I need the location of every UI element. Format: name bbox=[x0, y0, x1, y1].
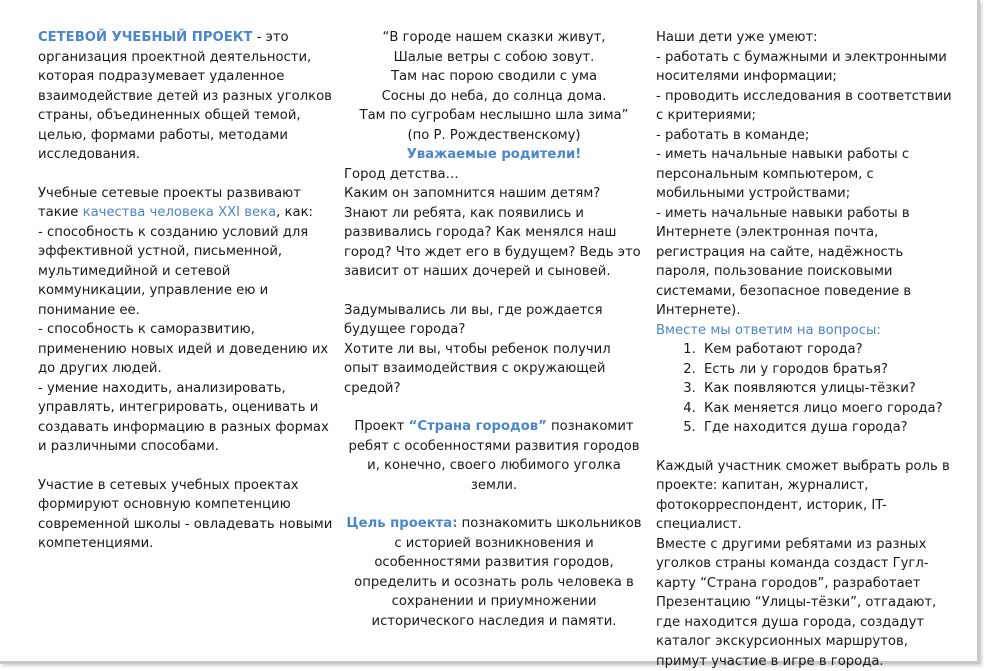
poem-attribution: (по Р. Рождественскому) bbox=[344, 126, 644, 146]
city-childhood: Город детства… bbox=[344, 165, 644, 185]
list-item: - иметь начальные навыки работы с персональным компьютером, с мобильными устройствами; bbox=[656, 145, 956, 204]
project-paragraph bbox=[344, 417, 644, 495]
list-item: 5. Где находится душа города? bbox=[700, 418, 956, 438]
list-item: - проводить исследования в соответствии с критериями; bbox=[656, 87, 956, 126]
project-tail: познакомит ребят с особенностями развития городов и, конечно, своего любимого уголка земли. bbox=[349, 419, 640, 493]
definition-paragraph bbox=[38, 28, 338, 165]
list-item: - способность к созданию условий для эффективной устной, письменной, мультимедийной и сетевой коммуникации, управление ею и понимание ее. bbox=[38, 223, 338, 321]
goal-label: Цель проекта: bbox=[346, 516, 457, 531]
goal-text: познакомить школьников с историей возникновения и особенностями развития городов, определить и осознать роль человека в сохранении и приумножении исторического наследия и памяти. bbox=[354, 516, 641, 629]
poem-line: Шалые ветры с собою зовут. bbox=[344, 48, 644, 68]
city-questions: Каким он запомнится нашим детям? Знают ли ребята, как появились и развивались города? Как менялся наш город? Что ждет его в будущем? Ведь это зависит от наших дочерей и сыновей. bbox=[344, 184, 644, 282]
parents-heading: Уважаемые родители! bbox=[344, 145, 644, 165]
qualities-lead: Учебные сетевые проекты развивают такие bbox=[38, 186, 301, 221]
roles-paragraph: Каждый участник сможет выбрать роль в проекте: капитан, журналист, фотокорреспондент, историк, IT-специалист. bbox=[656, 457, 956, 535]
list-item: - способность к саморазвитию, применению новых идей и доведению их до других людей. bbox=[38, 320, 338, 379]
poem-line: Сосны до неба, до солнца дома. bbox=[344, 87, 644, 107]
future-question: Задумывались ли вы, где рождается будущее города? bbox=[344, 301, 644, 340]
qualities-list bbox=[38, 223, 338, 457]
definition-text: - это организация проектной деятельности, которая подразумевает удаленное взаимодействие детей из разных уголков страны, объединенных общей темой, целью, формами работы, методами исследования. bbox=[38, 30, 332, 162]
questions-heading: Вместе мы ответим на вопросы: bbox=[656, 321, 956, 341]
list-item: 2. Есть ли у городов братья? bbox=[700, 360, 956, 380]
column-middle bbox=[344, 28, 644, 631]
column-right bbox=[656, 28, 956, 671]
poem-block bbox=[344, 28, 644, 145]
poem-line: Там нас порою сводили с ума bbox=[344, 67, 644, 87]
project-name: “Страна городов” bbox=[409, 419, 547, 434]
competence-paragraph: Участие в сетевых учебных проектах формируют основную компетенцию современной школы - овладевать новыми компетенциями. bbox=[38, 476, 338, 554]
list-item: - работать в команде; bbox=[656, 126, 956, 146]
project-lead: Проект bbox=[354, 419, 408, 434]
qualities-tail: , как: bbox=[276, 205, 313, 220]
list-item: - умение находить, анализировать, управлять, интегрировать, оценивать и создавать информацию в разных формах и различными способами. bbox=[38, 379, 338, 457]
poem-line: Там по сугробам неслышно шла зима” bbox=[344, 106, 644, 126]
list-item: 3. Как появляются улицы-тёзки? bbox=[700, 379, 956, 399]
list-item: 4. Как меняется лицо моего города? bbox=[700, 399, 956, 419]
poem-line: “В городе нашем сказки живут, bbox=[344, 28, 644, 48]
list-item: 1. Кем работают города? bbox=[700, 340, 956, 360]
list-item: - иметь начальные навыки работы в Интернете (электронная почта, регистрация на сайте, надёжность пароля, пользование поисковыми системами, безопасное поведение в Интернете). bbox=[656, 204, 956, 321]
qualities-intro bbox=[38, 184, 338, 223]
list-item: - работать с бумажными и электронными носителями информации; bbox=[656, 48, 956, 87]
goal-paragraph bbox=[344, 514, 644, 631]
project-term-heading: СЕТЕВОЙ УЧЕБНЫЙ ПРОЕКТ bbox=[38, 30, 253, 45]
skills-list bbox=[656, 48, 956, 321]
column-left bbox=[38, 28, 338, 554]
qualities-link[interactable]: качества человека XXI века bbox=[83, 205, 277, 220]
skills-heading: Наши дети уже умеют: bbox=[656, 28, 956, 48]
experience-question: Хотите ли вы, чтобы ребенок получил опыт взаимодействия с окружающей средой? bbox=[344, 340, 644, 399]
team-paragraph: Вместе с другими ребятами из разных уголков страны команда создаст Гугл-карту “Страна городов”, разработает Презентацию “Улицы-тёзки”, отгадают, где находится душа города, создадут каталог экскурсионных маршрутов, примут участие в игре в города. bbox=[656, 535, 956, 671]
questions-list bbox=[656, 340, 956, 438]
